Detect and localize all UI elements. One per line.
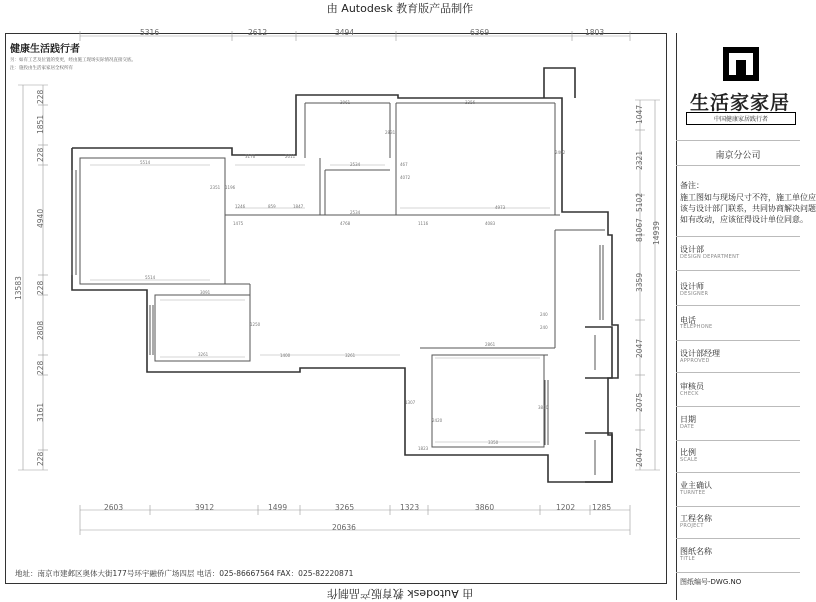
date-sub: DATE <box>680 424 695 430</box>
top-dim: 5316 <box>140 28 160 37</box>
banner-top: 由 Autodesk 教育版产品制作 <box>326 2 474 15</box>
interior-dim: 859 <box>268 204 276 209</box>
interior-dim: 3261 <box>345 353 356 358</box>
notes-line: 如有改动，应该征得设计单位同意。 <box>680 215 808 224</box>
interior-dim: 240 <box>540 325 548 330</box>
header-note-1: 另：如有工艺及位置的变更，经由施工现场实际情况直接交底。 <box>10 58 136 63</box>
interior-dim: 1196 <box>225 185 236 190</box>
left-dim: 2808 <box>36 320 45 340</box>
divider <box>676 340 800 341</box>
right-dim: 2047 <box>635 447 644 467</box>
design-dept-sub: DESIGN DEPARTMENT <box>680 254 740 260</box>
divider <box>676 506 800 507</box>
divider <box>676 372 800 373</box>
project-sub: PROJECT <box>680 523 704 529</box>
interior-dim: 2402 <box>555 150 566 155</box>
interior-dim: 3061 <box>340 100 351 105</box>
bottom-dim: 1285 <box>592 503 612 512</box>
divider <box>676 270 800 271</box>
left-dim: 3161 <box>36 402 45 422</box>
divider <box>676 538 800 539</box>
left-dim: 4940 <box>36 208 45 228</box>
scale-sub: SCALE <box>680 457 698 463</box>
interior-dim: 1116 <box>418 221 429 226</box>
interior-dim: 3350 <box>488 440 499 445</box>
interior-dim: 4768 <box>340 221 351 226</box>
interior-dim: 1823 <box>418 446 429 451</box>
notes-line: 施工图如与现场尺寸不符，施工单位应 <box>680 193 816 202</box>
interior-dim: 5514 <box>140 160 151 165</box>
bottom-dim: 2603 <box>104 503 124 512</box>
top-dim: 6369 <box>470 28 490 37</box>
manager-label: 设计部经理 <box>680 349 720 358</box>
left-dim: 228 <box>36 451 45 466</box>
bottom-dim: 3860 <box>475 503 495 512</box>
divider <box>676 305 800 306</box>
designer-label: 设计师 <box>680 282 704 291</box>
interior-dim: 2420 <box>432 418 443 423</box>
interior-dim: 3850 <box>538 405 549 410</box>
left-dim: 228 <box>36 147 45 162</box>
right-dim: 81067 <box>635 218 644 242</box>
interior-dim: 1307 <box>405 400 416 405</box>
divider <box>676 472 800 473</box>
divider <box>676 406 800 407</box>
right-dim: 2075 <box>635 392 644 412</box>
interior-dim: 5514 <box>145 275 156 280</box>
drawing-title-sub: TITLE <box>680 556 696 562</box>
interior-dim: 2534 <box>350 162 361 167</box>
interior-dim: 1475 <box>233 221 244 226</box>
interior-dim: 2351 <box>210 185 221 190</box>
telephone-sub: TELEPHONE <box>680 324 713 330</box>
interior-dim: 4072 <box>400 175 411 180</box>
top-dim: 2612 <box>248 28 268 37</box>
top-dim: 3494 <box>335 28 355 37</box>
drawing-title-label: 图纸名称 <box>680 547 712 556</box>
right-dim: 2321 <box>635 150 644 170</box>
owner-confirm-label: 业主确认 <box>680 481 712 490</box>
project-label: 工程名称 <box>680 514 712 523</box>
interior-dim: 2534 <box>350 210 361 215</box>
divider <box>676 572 800 573</box>
interior-dim: 1400 <box>280 353 291 358</box>
right-total-dim: 14939 <box>652 221 661 245</box>
design-dept-label: 设计部 <box>680 245 704 254</box>
interior-dim: 1246 <box>235 204 246 209</box>
notes-title: 备注： <box>680 181 704 190</box>
right-dim: 3359 <box>635 272 644 292</box>
interior-dim: 240 <box>540 312 548 317</box>
interior-dim: 2831 <box>385 130 396 135</box>
right-dim: 1047 <box>635 104 644 124</box>
top-dim: 1803 <box>585 28 605 37</box>
date-label: 日期 <box>680 415 696 424</box>
telephone-label: 电话 <box>680 316 696 325</box>
interior-dim: 1250 <box>250 322 261 327</box>
banner-bottom: 由 Autodesk 教育版产品制作 <box>326 587 474 600</box>
brand-name: 生活家家居 <box>689 92 790 114</box>
checker-sub: CHECK <box>680 391 699 397</box>
left-dim: 1851 <box>36 114 45 134</box>
brand-logo-icon <box>723 47 759 81</box>
drawing-number-label: 图纸编号-DWG.NO <box>680 578 742 586</box>
interior-dim: 4083 <box>485 221 496 226</box>
left-dim: 228 <box>36 89 45 104</box>
left-dim: 228 <box>36 360 45 375</box>
bottom-total-dim: 20636 <box>332 523 356 532</box>
right-dim: 2047 <box>635 338 644 358</box>
brand-slogan: 中国健康家居践行者 <box>686 112 796 125</box>
manager-sub: APPROVED <box>680 358 710 364</box>
left-total-dim: 13583 <box>14 276 23 300</box>
interior-dim: 3091 <box>200 290 211 295</box>
divider <box>676 236 800 237</box>
left-dim: 228 <box>36 280 45 295</box>
right-dim: 5102 <box>635 192 644 212</box>
bottom-dim: 3265 <box>335 503 355 512</box>
address-line: 地址：南京市建邺区奥体大街177号环宇融侨广场四层 电话：025-86667564 FAX：025-82220871 <box>15 569 354 578</box>
bottom-dim: 1202 <box>556 503 576 512</box>
notes-line: 该与设计部门联系，共同协商解决问题 <box>680 204 816 213</box>
bottom-dim: 1323 <box>400 503 420 512</box>
interior-dim: 467 <box>400 162 408 167</box>
checker-label: 审核员 <box>680 382 704 391</box>
interior-dim: 3261 <box>198 352 209 357</box>
divider <box>676 165 800 166</box>
header-note-2: 注：施投由生活家家居全权所有 <box>10 66 73 71</box>
interior-dim: 4973 <box>495 205 506 210</box>
branch-name: 南京分公司 <box>715 151 761 161</box>
divider <box>676 440 800 441</box>
scale-label: 比例 <box>680 448 696 457</box>
divider <box>676 140 800 141</box>
interior-dim: 2011 <box>285 154 296 159</box>
header-title: 健康生活践行者 <box>10 44 80 55</box>
interior-dim: 3176 <box>245 154 256 159</box>
designer-sub: DESIGNER <box>680 291 709 297</box>
interior-dim: 2861 <box>485 342 496 347</box>
interior-dim: 1847 <box>293 204 304 209</box>
owner-confirm-sub: TURNTEE <box>680 490 706 496</box>
bottom-dim: 3912 <box>195 503 215 512</box>
bottom-dim: 1499 <box>268 503 288 512</box>
interior-dim: 3356 <box>465 100 476 105</box>
